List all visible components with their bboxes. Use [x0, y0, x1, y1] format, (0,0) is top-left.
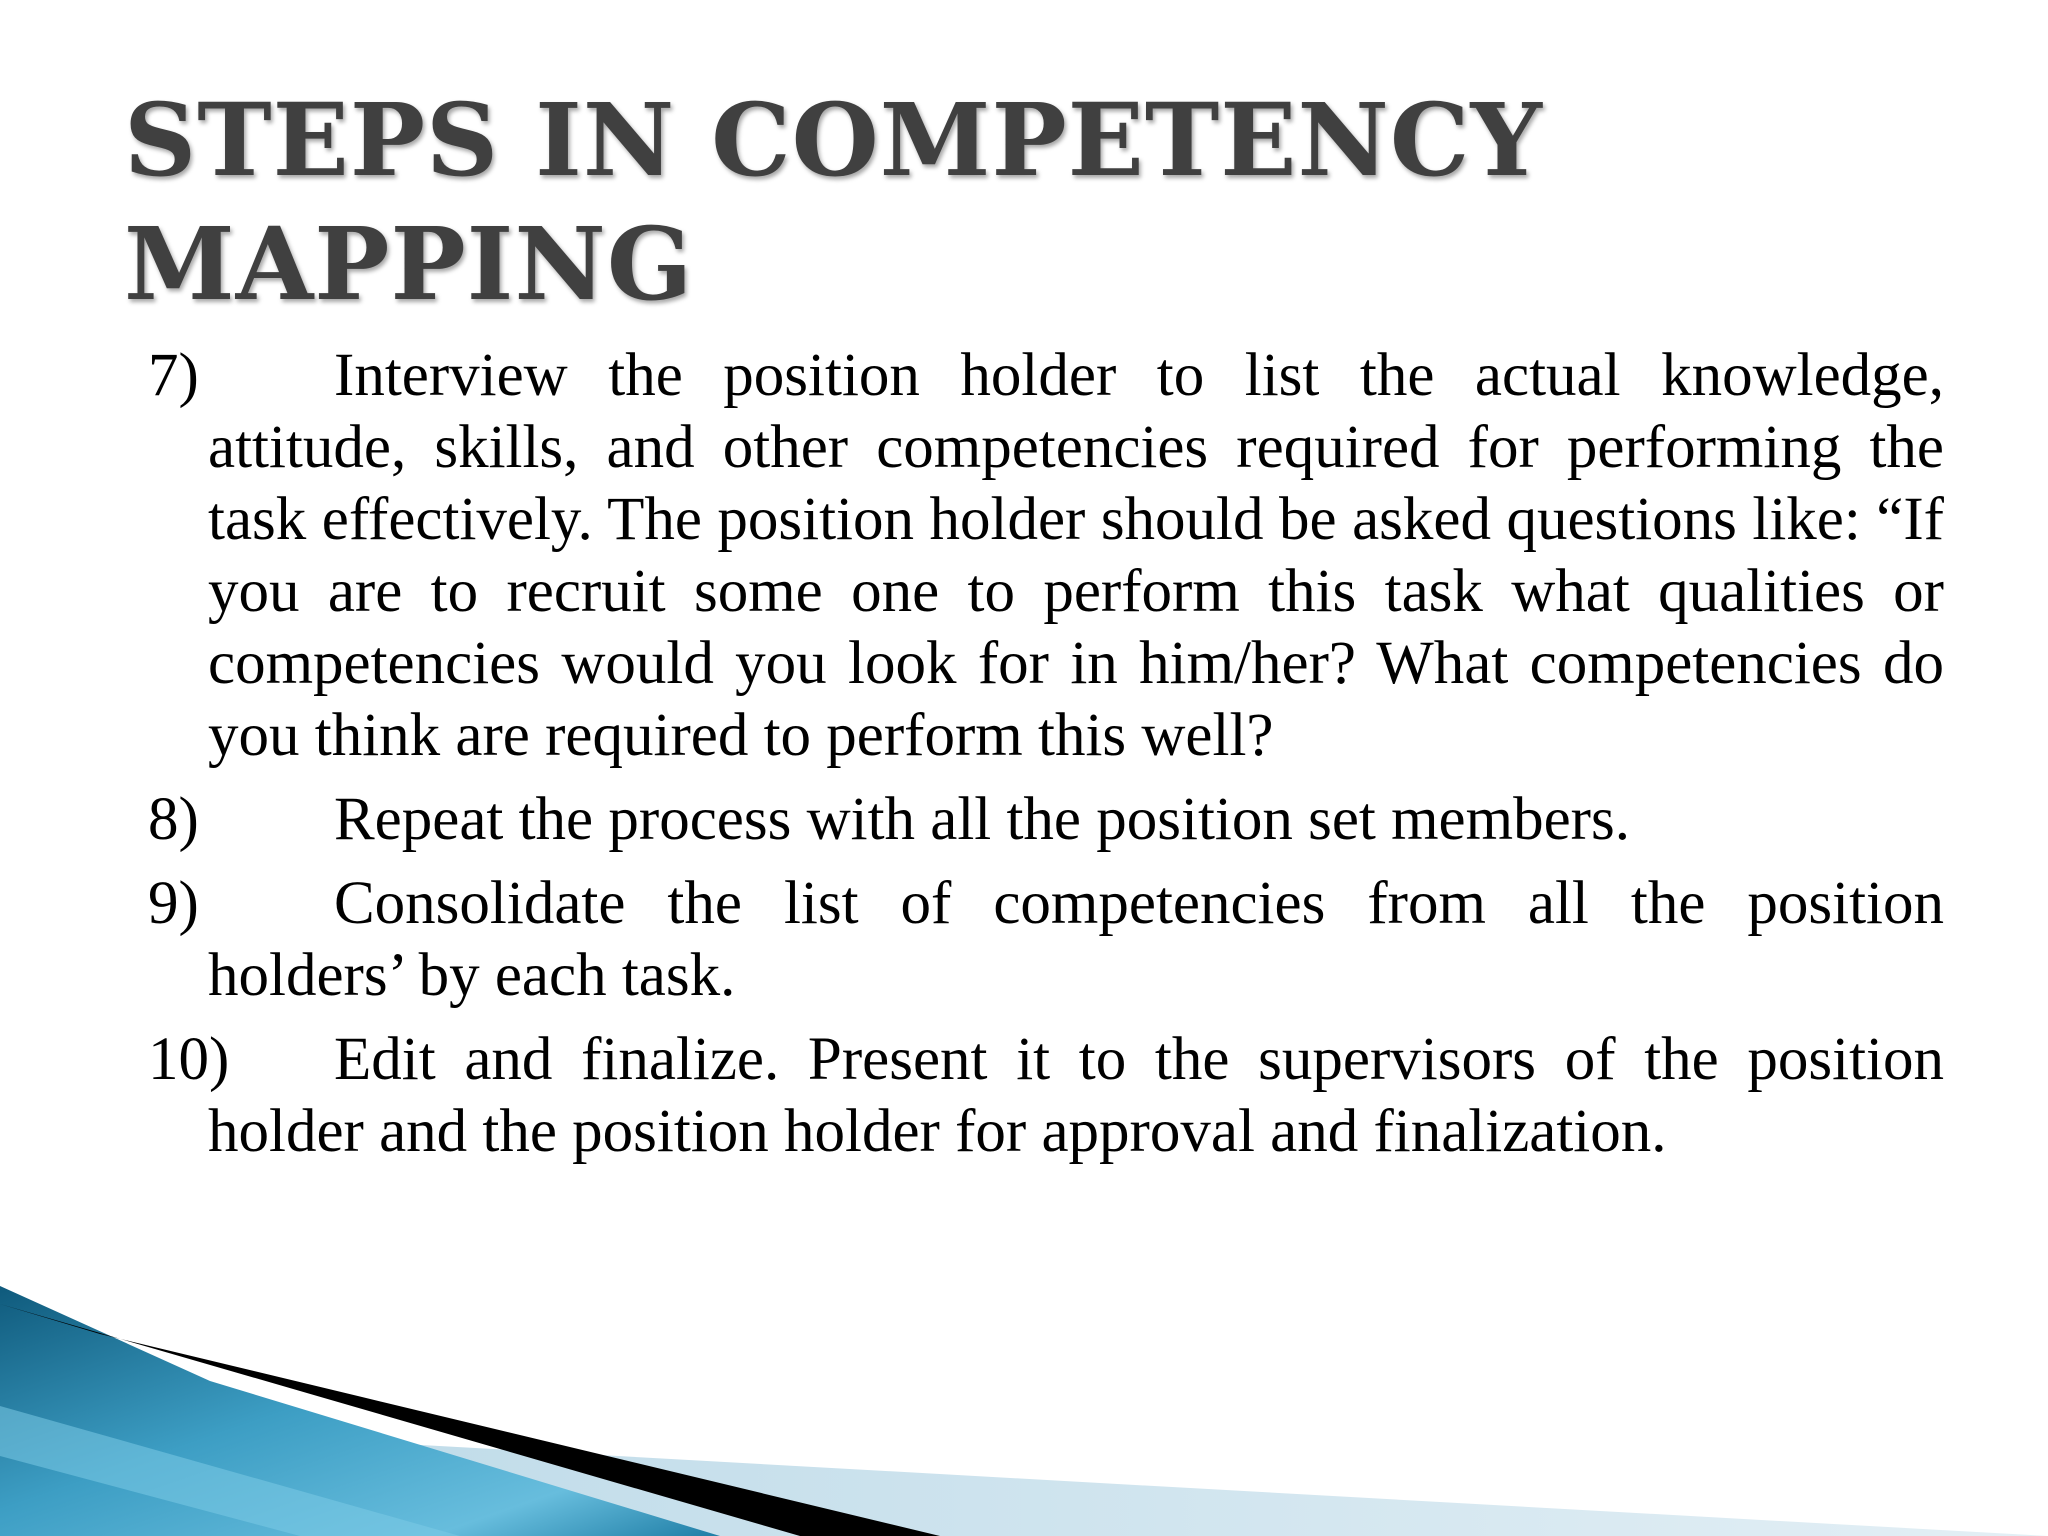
step-number: 7) [148, 342, 199, 409]
step-item [148, 340, 1944, 772]
steps-list [148, 340, 1944, 1180]
step-text: Interview the position holder to list the actual knowledge, attitude, skills, and other competencies required for performing the task effectively. The position holder should be asked questions like: “If you are to recruit some one to perform this task what qualities or competencies would you look for in him/her? What competencies do you think are required to perform this well? [208, 342, 1944, 769]
title-line-2: MAPPING [124, 205, 694, 323]
step-number: 9) [148, 870, 199, 937]
step-number: 10) [148, 1026, 230, 1093]
step-item [148, 1024, 1944, 1168]
step-text: Repeat the process with all the position set members. [334, 786, 1630, 853]
step-number: 8) [148, 786, 199, 853]
title-line-1: STEPS IN COMPETENCY [124, 81, 1543, 199]
step-item [148, 784, 1944, 856]
step-text: Consolidate the list of competencies from all the position holders’ by each task. [208, 870, 1944, 1009]
corner-swoosh-decoration [0, 1286, 2048, 1536]
step-text: Edit and finalize. Present it to the supervisors of the position holder and the position holder for approval and finalization. [208, 1026, 1944, 1165]
slide-title [124, 78, 1824, 326]
step-item [148, 868, 1944, 1012]
